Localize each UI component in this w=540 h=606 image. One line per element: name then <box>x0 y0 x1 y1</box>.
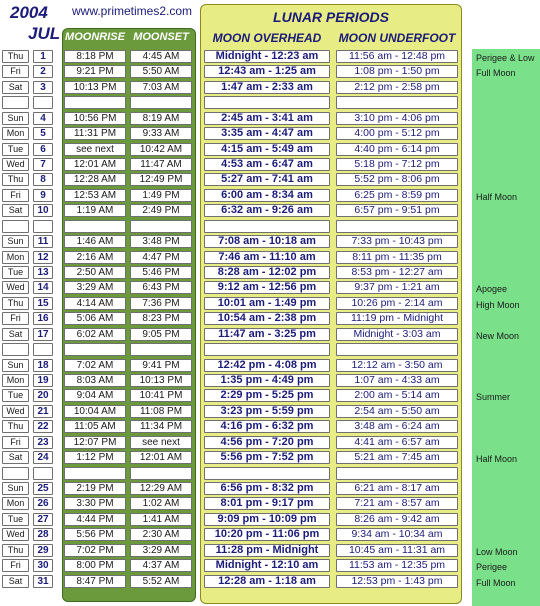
moon-overhead-time: 4:15 am - 5:49 am <box>204 143 330 156</box>
moon-underfoot-time: 2:12 pm - 2:58 pm <box>336 81 458 94</box>
moon-overhead-time: 5:27 am - 7:41 am <box>204 173 330 186</box>
day-number: 11 <box>33 235 53 248</box>
moon-overhead-time: 4:53 am - 6:47 am <box>204 158 330 171</box>
moon-overhead-time: 7:08 am - 10:18 am <box>204 235 330 248</box>
moonset-time: 4:45 AM <box>130 50 192 63</box>
day-number: 4 <box>33 112 53 125</box>
moonrise-time: 6:02 AM <box>64 328 126 341</box>
moonrise-time: 9:04 AM <box>64 389 126 402</box>
day-of-week: Sun <box>2 112 29 125</box>
day-of-week: Fri <box>2 436 29 449</box>
moon-underfoot-time: 6:25 pm - 8:59 pm <box>336 189 458 202</box>
blank-cell <box>130 467 192 480</box>
day-of-week: Mon <box>2 374 29 387</box>
moonset-time: 4:37 AM <box>130 559 192 572</box>
moonrise-time: 12:07 PM <box>64 436 126 449</box>
moon-overhead-time: 4:56 pm - 7:20 pm <box>204 436 330 449</box>
moon-overhead-time: 2:29 pm - 5:25 pm <box>204 389 330 402</box>
day-number: 8 <box>33 173 53 186</box>
moon-overhead-time: 8:01 pm - 9:17 pm <box>204 497 330 510</box>
moonset-time: 9:41 PM <box>130 359 192 372</box>
moon-overhead-time: 10:01 am - 1:49 pm <box>204 297 330 310</box>
moonrise-time: 4:44 PM <box>64 513 126 526</box>
blank-cell <box>33 96 53 109</box>
day-number: 22 <box>33 420 53 433</box>
moon-overhead-time: 3:23 pm - 5:59 pm <box>204 405 330 418</box>
moonset-time: 7:03 AM <box>130 81 192 94</box>
moon-event-note: New Moon <box>476 331 520 341</box>
moon-overhead-time: 12:28 am - 1:18 am <box>204 575 330 588</box>
day-of-week: Thu <box>2 420 29 433</box>
day-number: 19 <box>33 374 53 387</box>
year-title: 2004 <box>10 3 48 22</box>
moonset-time: 2:49 PM <box>130 204 192 217</box>
moon-overhead-header: MOON OVERHEAD <box>212 31 322 45</box>
moon-overhead-time: 6:32 am - 9:26 am <box>204 204 330 217</box>
day-of-week: Fri <box>2 559 29 572</box>
moonrise-time: 8:03 AM <box>64 374 126 387</box>
moon-underfoot-time: 7:33 pm - 10:43 pm <box>336 235 458 248</box>
day-of-week: Sun <box>2 482 29 495</box>
moon-underfoot-time: 8:26 am - 9:42 am <box>336 513 458 526</box>
moon-event-note: Full Moon <box>476 68 516 78</box>
day-number: 23 <box>33 436 53 449</box>
moonset-time: 12:01 AM <box>130 451 192 464</box>
day-of-week: Sun <box>2 235 29 248</box>
day-number: 18 <box>33 359 53 372</box>
day-of-week: Thu <box>2 50 29 63</box>
moon-underfoot-time: 10:45 am - 11:31 am <box>336 544 458 557</box>
moon-overhead-time: 4:16 pm - 6:32 pm <box>204 420 330 433</box>
moon-overhead-time: 11:47 am - 3:25 pm <box>204 328 330 341</box>
moon-underfoot-time: 4:41 am - 6:57 am <box>336 436 458 449</box>
moonset-time: 12:49 PM <box>130 173 192 186</box>
moonrise-time: 7:02 AM <box>64 359 126 372</box>
day-of-week: Tue <box>2 389 29 402</box>
day-number: 15 <box>33 297 53 310</box>
moon-overhead-time: Midnight - 12:23 am <box>204 50 330 63</box>
moon-underfoot-time: 1:07 am - 4:33 am <box>336 374 458 387</box>
day-of-week: Mon <box>2 127 29 140</box>
day-number: 17 <box>33 328 53 341</box>
moon-underfoot-time: 12:53 pm - 1:43 pm <box>336 575 458 588</box>
day-number: 21 <box>33 405 53 418</box>
blank-cell <box>336 96 458 109</box>
moon-event-note: Perigee <box>476 562 508 572</box>
moonset-header: MOONSET <box>133 31 189 43</box>
blank-cell <box>2 467 29 480</box>
moonrise-time: 2:19 PM <box>64 482 126 495</box>
day-of-week: Mon <box>2 251 29 264</box>
day-number: 7 <box>33 158 53 171</box>
day-number: 12 <box>33 251 53 264</box>
moon-overhead-time: 5:56 pm - 7:52 pm <box>204 451 330 464</box>
moon-overhead-time: 11:28 pm - Midnight <box>204 544 330 557</box>
day-of-week: Sat <box>2 81 29 94</box>
moon-overhead-time: 10:54 am - 2:38 pm <box>204 312 330 325</box>
moon-overhead-time: 12:43 am - 1:25 am <box>204 65 330 78</box>
blank-cell <box>33 343 53 356</box>
moonrise-time: 11:05 AM <box>64 420 126 433</box>
moonrise-time: 8:00 PM <box>64 559 126 572</box>
moon-overhead-time: 7:46 am - 11:10 am <box>204 251 330 264</box>
moonset-time: 9:33 AM <box>130 127 192 140</box>
moonset-time: 12:29 AM <box>130 482 192 495</box>
moonset-time: 1:02 AM <box>130 497 192 510</box>
blank-cell <box>130 343 192 356</box>
moonrise-header: MOONRISE <box>65 31 125 43</box>
moon-underfoot-time: 1:08 pm - 1:50 pm <box>336 65 458 78</box>
moon-underfoot-time: 7:21 am - 8:57 am <box>336 497 458 510</box>
day-number: 6 <box>33 143 53 156</box>
moonrise-time: 10:04 AM <box>64 405 126 418</box>
day-number: 5 <box>33 127 53 140</box>
day-number: 16 <box>33 312 53 325</box>
day-number: 2 <box>33 65 53 78</box>
moonset-time: 6:43 PM <box>130 281 192 294</box>
moonrise-time: 2:16 AM <box>64 251 126 264</box>
day-of-week: Wed <box>2 158 29 171</box>
blank-cell <box>336 343 458 356</box>
moonrise-time: 12:01 AM <box>64 158 126 171</box>
moonset-time: 4:47 PM <box>130 251 192 264</box>
moon-underfoot-time: 6:57 pm - 9:51 pm <box>336 204 458 217</box>
day-number: 3 <box>33 81 53 94</box>
moonset-time: see next <box>130 436 192 449</box>
moonset-time: 11:47 AM <box>130 158 192 171</box>
day-number: 10 <box>33 204 53 217</box>
moonrise-time: 1:46 AM <box>64 235 126 248</box>
day-of-week: Tue <box>2 266 29 279</box>
moon-underfoot-time: 4:40 pm - 6:14 pm <box>336 143 458 156</box>
blank-cell <box>33 467 53 480</box>
moonset-time: 7:36 PM <box>130 297 192 310</box>
moon-overhead-time: Midnight - 12:10 am <box>204 559 330 572</box>
day-of-week: Wed <box>2 281 29 294</box>
moonset-time: 5:52 AM <box>130 575 192 588</box>
day-of-week: Thu <box>2 297 29 310</box>
moonset-time: 11:34 PM <box>130 420 192 433</box>
moon-event-note: Summer <box>476 392 511 402</box>
day-of-week: Fri <box>2 189 29 202</box>
blank-cell <box>64 467 126 480</box>
day-of-week: Sat <box>2 328 29 341</box>
moon-event-note: Perigee & Low <box>476 53 535 63</box>
day-of-week: Fri <box>2 65 29 78</box>
day-of-week: Sat <box>2 204 29 217</box>
moon-underfoot-time: 12:12 am - 3:50 am <box>336 359 458 372</box>
moonrise-time: 7:02 PM <box>64 544 126 557</box>
moonset-time: 5:46 PM <box>130 266 192 279</box>
moon-underfoot-time: 11:19 pm - Midnight <box>336 312 458 325</box>
moon-event-note: Full Moon <box>476 578 516 588</box>
moonset-time: 8:19 AM <box>130 112 192 125</box>
blank-cell <box>2 220 29 233</box>
day-of-week: Fri <box>2 312 29 325</box>
moonrise-time: see next <box>64 143 126 156</box>
blank-cell <box>130 220 192 233</box>
month-title: JUL <box>28 24 61 43</box>
moon-overhead-time: 12:42 pm - 4:08 pm <box>204 359 330 372</box>
moon-underfoot-time: Midnight - 3:03 am <box>336 328 458 341</box>
day-of-week: Sun <box>2 359 29 372</box>
moon-underfoot-time: 9:37 pm - 1:21 am <box>336 281 458 294</box>
moonrise-time: 8:47 PM <box>64 575 126 588</box>
moonrise-time: 1:12 PM <box>64 451 126 464</box>
day-of-week: Tue <box>2 143 29 156</box>
moonset-time: 3:29 AM <box>130 544 192 557</box>
blank-cell <box>2 96 29 109</box>
moonset-time: 8:23 PM <box>130 312 192 325</box>
moon-underfoot-time: 2:54 am - 5:50 am <box>336 405 458 418</box>
moon-overhead-time: 9:12 am - 12:56 pm <box>204 281 330 294</box>
moon-overhead-time: 6:56 pm - 8:32 pm <box>204 482 330 495</box>
blank-cell <box>336 467 458 480</box>
day-number: 24 <box>33 451 53 464</box>
day-number: 26 <box>33 497 53 510</box>
blank-cell <box>64 343 126 356</box>
blank-cell <box>130 96 192 109</box>
moon-overhead-time: 10:20 pm - 11:06 pm <box>204 528 330 541</box>
blank-cell <box>336 220 458 233</box>
day-of-week: Mon <box>2 497 29 510</box>
day-number: 28 <box>33 528 53 541</box>
day-of-week: Sat <box>2 575 29 588</box>
day-of-week: Thu <box>2 173 29 186</box>
blank-cell <box>204 343 330 356</box>
day-number: 20 <box>33 389 53 402</box>
moon-underfoot-time: 11:53 am - 12:35 pm <box>336 559 458 572</box>
day-of-week: Wed <box>2 405 29 418</box>
moon-underfoot-time: 8:11 pm - 11:35 pm <box>336 251 458 264</box>
blank-cell <box>64 96 126 109</box>
moon-underfoot-time: 4:00 pm - 5:12 pm <box>336 127 458 140</box>
moon-overhead-time: 8:28 am - 12:02 pm <box>204 266 330 279</box>
lunar-periods-title: LUNAR PERIODS <box>273 9 389 25</box>
moon-overhead-time: 9:09 pm - 10:09 pm <box>204 513 330 526</box>
moonset-time: 9:05 PM <box>130 328 192 341</box>
day-number: 14 <box>33 281 53 294</box>
day-number: 25 <box>33 482 53 495</box>
moonset-time: 1:41 AM <box>130 513 192 526</box>
notes-column <box>472 49 540 606</box>
moonrise-time: 8:18 PM <box>64 50 126 63</box>
moon-overhead-time: 1:35 pm - 4:49 pm <box>204 374 330 387</box>
moon-event-note: Apogee <box>476 284 508 294</box>
moonset-time: 5:50 AM <box>130 65 192 78</box>
moonrise-time: 1:19 AM <box>64 204 126 217</box>
moon-underfoot-time: 6:21 am - 8:17 am <box>336 482 458 495</box>
moonset-time: 3:48 PM <box>130 235 192 248</box>
moon-overhead-time: 2:45 am - 3:41 am <box>204 112 330 125</box>
moonset-time: 10:42 AM <box>130 143 192 156</box>
day-number: 31 <box>33 575 53 588</box>
moon-underfoot-time: 5:18 pm - 7:12 pm <box>336 158 458 171</box>
blank-cell <box>204 96 330 109</box>
moon-event-note: Half Moon <box>476 192 518 202</box>
day-number: 27 <box>33 513 53 526</box>
day-number: 9 <box>33 189 53 202</box>
moon-underfoot-time: 9:34 am - 10:34 am <box>336 528 458 541</box>
day-number: 30 <box>33 559 53 572</box>
moon-event-note: Half Moon <box>476 454 518 464</box>
moonrise-time: 9:21 PM <box>64 65 126 78</box>
blank-cell <box>204 220 330 233</box>
moon-event-note: High Moon <box>476 300 520 310</box>
moon-underfoot-header: MOON UNDERFOOT <box>338 31 456 45</box>
moon-underfoot-time: 5:52 pm - 8:06 pm <box>336 173 458 186</box>
moonrise-time: 12:28 AM <box>64 173 126 186</box>
moonrise-time: 2:50 AM <box>64 266 126 279</box>
day-number: 13 <box>33 266 53 279</box>
day-of-week: Sat <box>2 451 29 464</box>
moonrise-time: 3:30 PM <box>64 497 126 510</box>
moon-underfoot-time: 3:10 pm - 4:06 pm <box>336 112 458 125</box>
moon-overhead-time: 3:35 am - 4:47 am <box>204 127 330 140</box>
moonset-time: 1:49 PM <box>130 189 192 202</box>
moon-underfoot-time: 11:56 am - 12:48 pm <box>336 50 458 63</box>
moonrise-time: 12:53 AM <box>64 189 126 202</box>
day-of-week: Tue <box>2 513 29 526</box>
moon-underfoot-time: 10:26 pm - 2:14 am <box>336 297 458 310</box>
blank-cell <box>204 467 330 480</box>
moonrise-time: 11:31 PM <box>64 127 126 140</box>
moon-underfoot-time: 2:00 am - 5:14 am <box>336 389 458 402</box>
moon-event-note: Low Moon <box>476 547 518 557</box>
moonset-time: 10:41 PM <box>130 389 192 402</box>
blank-cell <box>33 220 53 233</box>
moonset-time: 10:13 PM <box>130 374 192 387</box>
moon-underfoot-time: 3:48 am - 6:24 am <box>336 420 458 433</box>
blank-cell <box>64 220 126 233</box>
moonrise-time: 5:56 PM <box>64 528 126 541</box>
site-link[interactable]: www.primetimes2.com <box>72 4 193 18</box>
day-of-week: Wed <box>2 528 29 541</box>
moonset-time: 2:30 AM <box>130 528 192 541</box>
moonrise-time: 3:29 AM <box>64 281 126 294</box>
moon-underfoot-time: 8:53 pm - 12:27 am <box>336 266 458 279</box>
moon-overhead-time: 1:47 am - 2:33 am <box>204 81 330 94</box>
day-of-week: Thu <box>2 544 29 557</box>
blank-cell <box>2 343 29 356</box>
moonrise-time: 10:56 PM <box>64 112 126 125</box>
moonrise-time: 4:14 AM <box>64 297 126 310</box>
day-number: 29 <box>33 544 53 557</box>
moon-overhead-time: 6:00 am - 8:34 am <box>204 189 330 202</box>
moon-underfoot-time: 5:21 am - 7:45 am <box>336 451 458 464</box>
moonset-time: 11:08 PM <box>130 405 192 418</box>
moonrise-time: 10:13 PM <box>64 81 126 94</box>
moonrise-time: 5:06 AM <box>64 312 126 325</box>
day-number: 1 <box>33 50 53 63</box>
